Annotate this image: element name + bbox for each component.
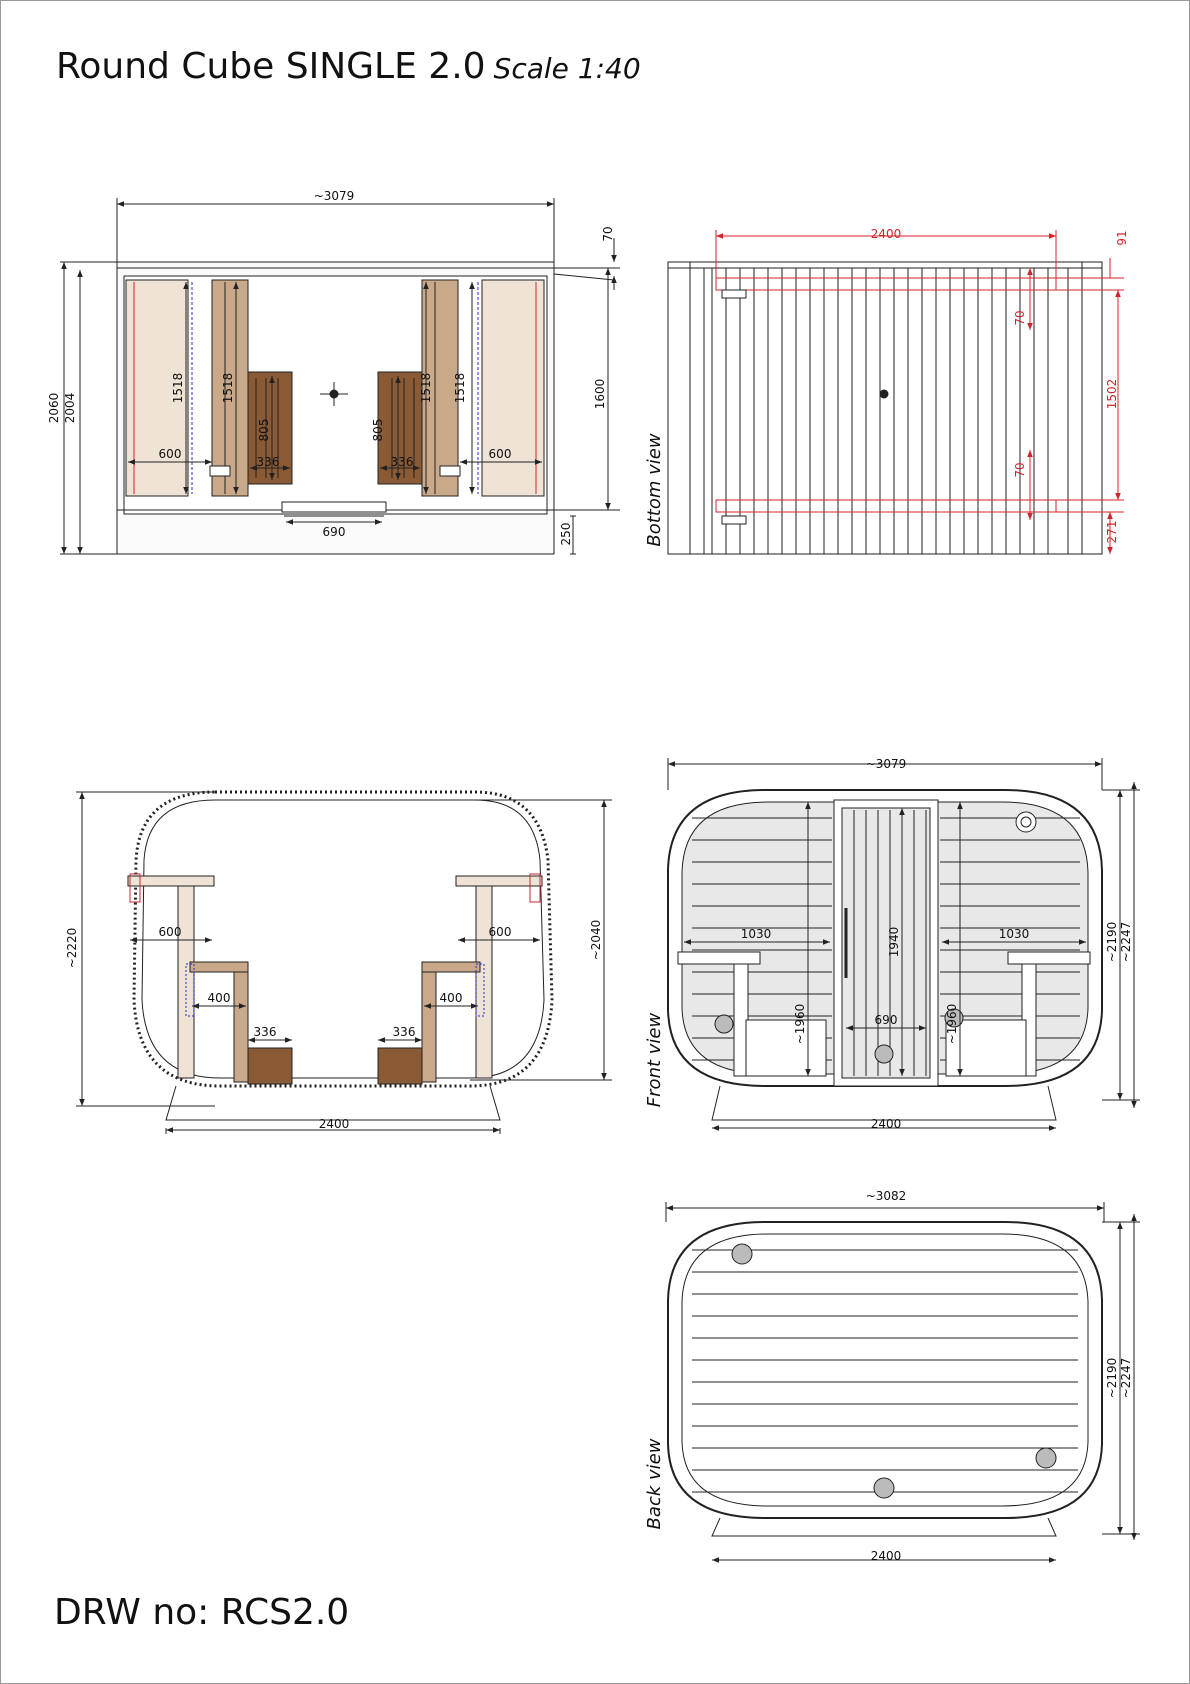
bottom-drain-icon <box>880 390 888 398</box>
plan-dim-1518-a: 1518 <box>171 372 185 404</box>
section-dim-2040: ~2040 <box>589 919 603 961</box>
section-view <box>76 792 612 1134</box>
plan-dim-1518-b: 1518 <box>221 372 235 404</box>
section-left-bench-top <box>128 876 214 886</box>
plan-dim-2004: 2004 <box>63 392 77 424</box>
front-view <box>668 758 1140 1128</box>
plan-right-bench <box>482 280 544 496</box>
front-dim-1960-b: ~1960 <box>945 1003 959 1045</box>
drawing-title: Round Cube SINGLE 2.0 Scale 1:40 <box>56 46 641 87</box>
bottom-view-label: Bottom view <box>644 433 665 547</box>
plan-dim-1600: 1600 <box>593 378 607 410</box>
front-vent-left-icon <box>715 1015 733 1033</box>
front-vent-icon <box>1016 812 1036 832</box>
back-dim-2400: 2400 <box>870 1549 902 1563</box>
plan-dim-336-b: 336 <box>390 455 414 469</box>
bottom-dim-70-b: 70 <box>1013 462 1027 478</box>
front-dim-1940: 1940 <box>887 926 901 958</box>
front-view-label: Front view <box>644 1012 665 1108</box>
back-vent-top-icon <box>732 1244 752 1264</box>
section-dim-2220: ~2220 <box>65 927 79 969</box>
front-left-bench <box>678 952 760 964</box>
back-shell-outer <box>668 1222 1102 1518</box>
front-dim-1030-a: 1030 <box>740 927 772 941</box>
section-left-step <box>248 1048 292 1084</box>
plan-view <box>60 198 620 554</box>
section-dim-400-a: 400 <box>207 991 231 1005</box>
back-view <box>666 1202 1140 1560</box>
front-dim-width: ~3079 <box>865 757 907 771</box>
plan-dim-250: 250 <box>559 522 573 546</box>
plan-dim-1518-c: 1518 <box>419 372 433 404</box>
bottom-dim-1502: 1502 <box>1105 378 1119 410</box>
plan-dim-600-b: 600 <box>488 447 512 461</box>
front-right-bench <box>1008 952 1090 964</box>
section-right-bench-top <box>456 876 542 886</box>
section-right-step <box>378 1048 422 1084</box>
section-dim-336-b: 336 <box>392 1025 416 1039</box>
section-dim-336-a: 336 <box>253 1025 277 1039</box>
drawing-scale: Scale 1:40 <box>493 52 641 85</box>
bottom-dim-2400: 2400 <box>870 227 902 241</box>
bottom-outline <box>668 262 1102 554</box>
back-vent-right-icon <box>1036 1448 1056 1468</box>
back-dim-width: ~3082 <box>865 1189 907 1203</box>
plan-dim-805-b: 805 <box>371 418 385 442</box>
section-left-seat <box>190 962 248 972</box>
back-dim-2190: ~2190 <box>1105 1357 1119 1399</box>
section-dim-600-a: 600 <box>158 925 182 939</box>
plan-dim-600-a: 600 <box>158 447 182 461</box>
bottom-view <box>668 262 1102 554</box>
back-shell-inner <box>682 1234 1088 1506</box>
plan-door <box>282 502 386 512</box>
back-view-label: Back view <box>644 1438 665 1530</box>
plan-dim-width: ~3079 <box>313 189 355 203</box>
front-vent-center-icon <box>875 1045 893 1063</box>
plan-dim-2060: 2060 <box>47 392 61 424</box>
bottom-dim-91: 91 <box>1115 230 1129 246</box>
back-slats <box>692 1250 1078 1492</box>
plan-dim-336-a: 336 <box>256 455 280 469</box>
plan-dim-1518-d: 1518 <box>453 372 467 404</box>
back-dim-2247: ~2247 <box>1119 1357 1133 1399</box>
section-right-seat <box>422 962 480 972</box>
section-dim-2400: 2400 <box>318 1117 350 1131</box>
front-dim-2400: 2400 <box>870 1117 902 1131</box>
bottom-dim-70-a: 70 <box>1013 310 1027 326</box>
drawing-number: DRW no: RCS2.0 <box>54 1592 350 1633</box>
front-dim-1960-a: ~1960 <box>793 1003 807 1045</box>
front-dim-1030-b: 1030 <box>998 927 1030 941</box>
front-dim-2247: ~2247 <box>1119 921 1133 963</box>
section-dim-600-b: 600 <box>488 925 512 939</box>
bottom-dim-271: 271 <box>1105 520 1119 544</box>
back-dim-labels <box>644 1189 1133 1563</box>
plan-dim-805-a: 805 <box>257 418 271 442</box>
section-dim-400-b: 400 <box>439 991 463 1005</box>
front-dim-2190: ~2190 <box>1105 921 1119 963</box>
plan-dim-70: 70 <box>601 226 615 242</box>
plan-dim-690: 690 <box>322 525 346 539</box>
front-dim-690: 690 <box>874 1013 898 1027</box>
back-vent-bottom-icon <box>874 1478 894 1498</box>
